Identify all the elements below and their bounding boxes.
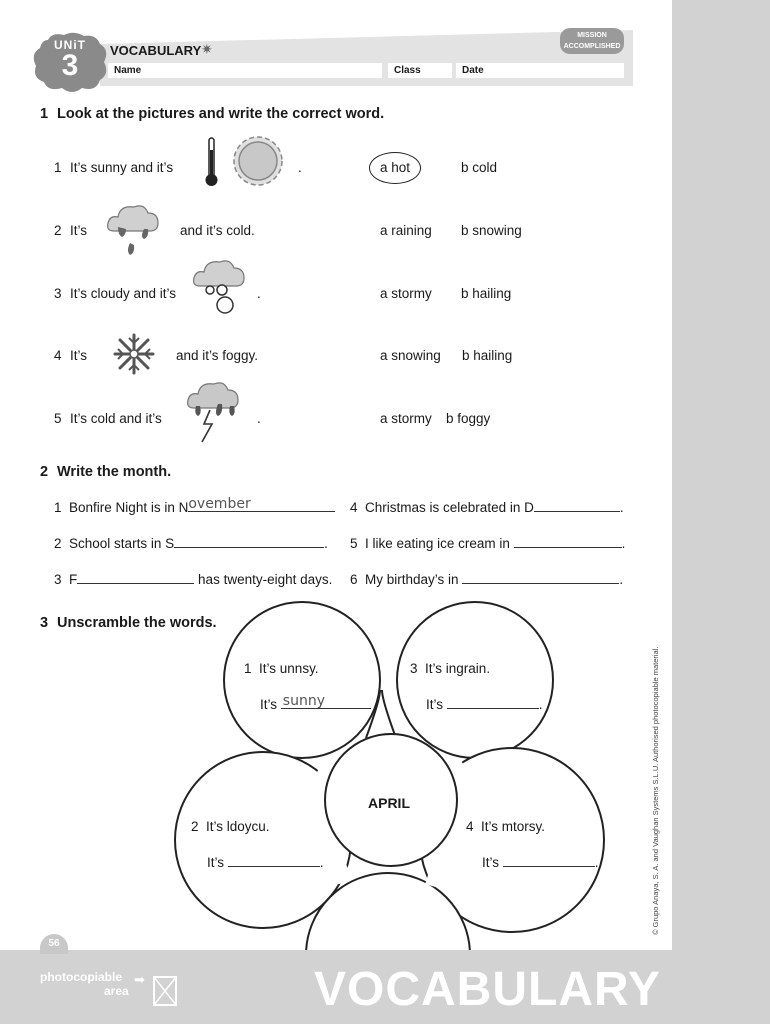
s1-item1-text: It’s sunny and it’s (70, 160, 174, 175)
s2-item6: 6 My birthday’s in . (350, 572, 624, 587)
s1-item4-option-a[interactable]: a snowing (380, 348, 441, 363)
s2-item5: 5 I like eating ice cream in . (350, 536, 626, 551)
section3-number: 3 (40, 615, 49, 631)
petal3-clue: 3 It’s ingrain. (410, 661, 491, 676)
page-number: 56 (40, 934, 68, 954)
copyright-text: © Grupo Anaya, S. A. and Vaughan Systems S.L.U. Authorised photocopiable material. (651, 646, 660, 935)
petal1-answer-line[interactable]: sunny (281, 697, 371, 709)
s1-item3-option-a[interactable]: a stormy (380, 286, 432, 301)
petal4-answer: It’s . (482, 855, 599, 870)
footer-title: VOCABULARY (314, 963, 661, 1016)
s2-item1-answer-line[interactable]: ovember (188, 500, 335, 512)
header-title: VOCABULARY (110, 43, 202, 58)
s1-item4-option-b[interactable]: b hailing (462, 348, 513, 363)
s1-item1-end: . (298, 160, 302, 175)
rain-cloud-icon (104, 203, 162, 259)
unit-label: UNiT (54, 38, 86, 52)
petal2-answer: It’s . (207, 855, 324, 870)
petal2-clue: 2 It’s ldoycu. (191, 819, 270, 834)
name-field[interactable]: Name (108, 63, 382, 78)
s1-item3-text: It’s cloudy and it’s (70, 286, 177, 301)
section3-heading: Unscramble the words. (57, 615, 217, 631)
arrow-right-icon: ➡ (134, 972, 145, 987)
s1-item5-option-b[interactable]: b foggy (446, 411, 491, 426)
s2-item4-answer-line[interactable] (534, 500, 620, 512)
right-margin (672, 0, 770, 1024)
s2-item3-answer-line[interactable] (77, 572, 194, 584)
s1-item5-end: . (257, 411, 261, 426)
hail-cloud-icon (192, 258, 252, 318)
star-icon: ✷ (201, 41, 213, 57)
photocopiable-area-label: photocopiable area (40, 970, 129, 998)
mission-accomplished-logo: MISSION ACCOMPLISHED (560, 28, 624, 54)
s1-item2-text: It’s (70, 223, 88, 238)
date-field[interactable]: Date (456, 63, 624, 78)
s1-item3-option-b[interactable]: b hailing (461, 286, 512, 301)
s1-item5-text: It’s cold and it’s (70, 411, 162, 426)
petal1-clue: 1 It’s unnsy. (244, 661, 319, 676)
s1-item5-number: 5 (54, 411, 62, 426)
petal2-answer-line[interactable] (228, 855, 320, 867)
s2-item4: 4 Christmas is celebrated in D . (350, 500, 624, 515)
photocopy-icon (152, 975, 178, 1007)
storm-cloud-icon (184, 380, 242, 446)
petal-top-left (224, 602, 380, 758)
s1-item4-number: 4 (54, 348, 62, 363)
section2-number: 2 (40, 464, 49, 480)
petal4-clue: 4 It’s mtorsy. (466, 819, 546, 834)
unit-number: 3 (61, 49, 79, 82)
class-field[interactable]: Class (388, 63, 452, 78)
s1-item3-end: . (257, 286, 261, 301)
flower-center-label: APRIL (368, 795, 410, 811)
s1-item2-end: and it’s cold. (180, 223, 255, 238)
flower-diagram (170, 600, 620, 950)
s1-item2-number: 2 (54, 223, 62, 238)
petal3-answer: It’s . (426, 697, 543, 712)
petal3-answer-line[interactable] (447, 697, 539, 709)
section2-heading: Write the month. (57, 464, 172, 480)
petal-top-right (397, 602, 553, 758)
section1-number: 1 (40, 106, 49, 122)
s1-item1-option-b[interactable]: b cold (461, 160, 498, 175)
s1-item3-number: 3 (54, 286, 62, 301)
s2-item6-answer-line[interactable] (462, 572, 619, 584)
s2-item1: 1 Bonfire Night is in N ovember (54, 500, 335, 515)
s1-item1-number: 1 (54, 160, 62, 175)
snowflake-icon (113, 333, 155, 375)
s1-item5-option-a[interactable]: a stormy (380, 411, 432, 426)
petal4-answer-line[interactable] (503, 855, 595, 867)
section1-heading: Look at the pictures and write the correct word. (57, 106, 385, 122)
s2-item2-answer-line[interactable] (174, 536, 324, 548)
s2-item5-answer-line[interactable] (514, 536, 622, 548)
s1-item1-option-a[interactable]: a hot (380, 160, 411, 175)
thermometer-sun-icon (200, 136, 290, 190)
s1-item2-option-a[interactable]: a raining (380, 223, 432, 238)
s2-item3: 3 F has twenty-eight days. (54, 572, 333, 587)
s1-item2-option-b[interactable]: b snowing (461, 223, 522, 238)
s1-item4-text: It’s (70, 348, 88, 363)
s2-item2: 2 School starts in S . (54, 536, 328, 551)
petal1-answer: It’s sunny (260, 697, 371, 712)
s1-item4-end: and it’s foggy. (176, 348, 259, 363)
